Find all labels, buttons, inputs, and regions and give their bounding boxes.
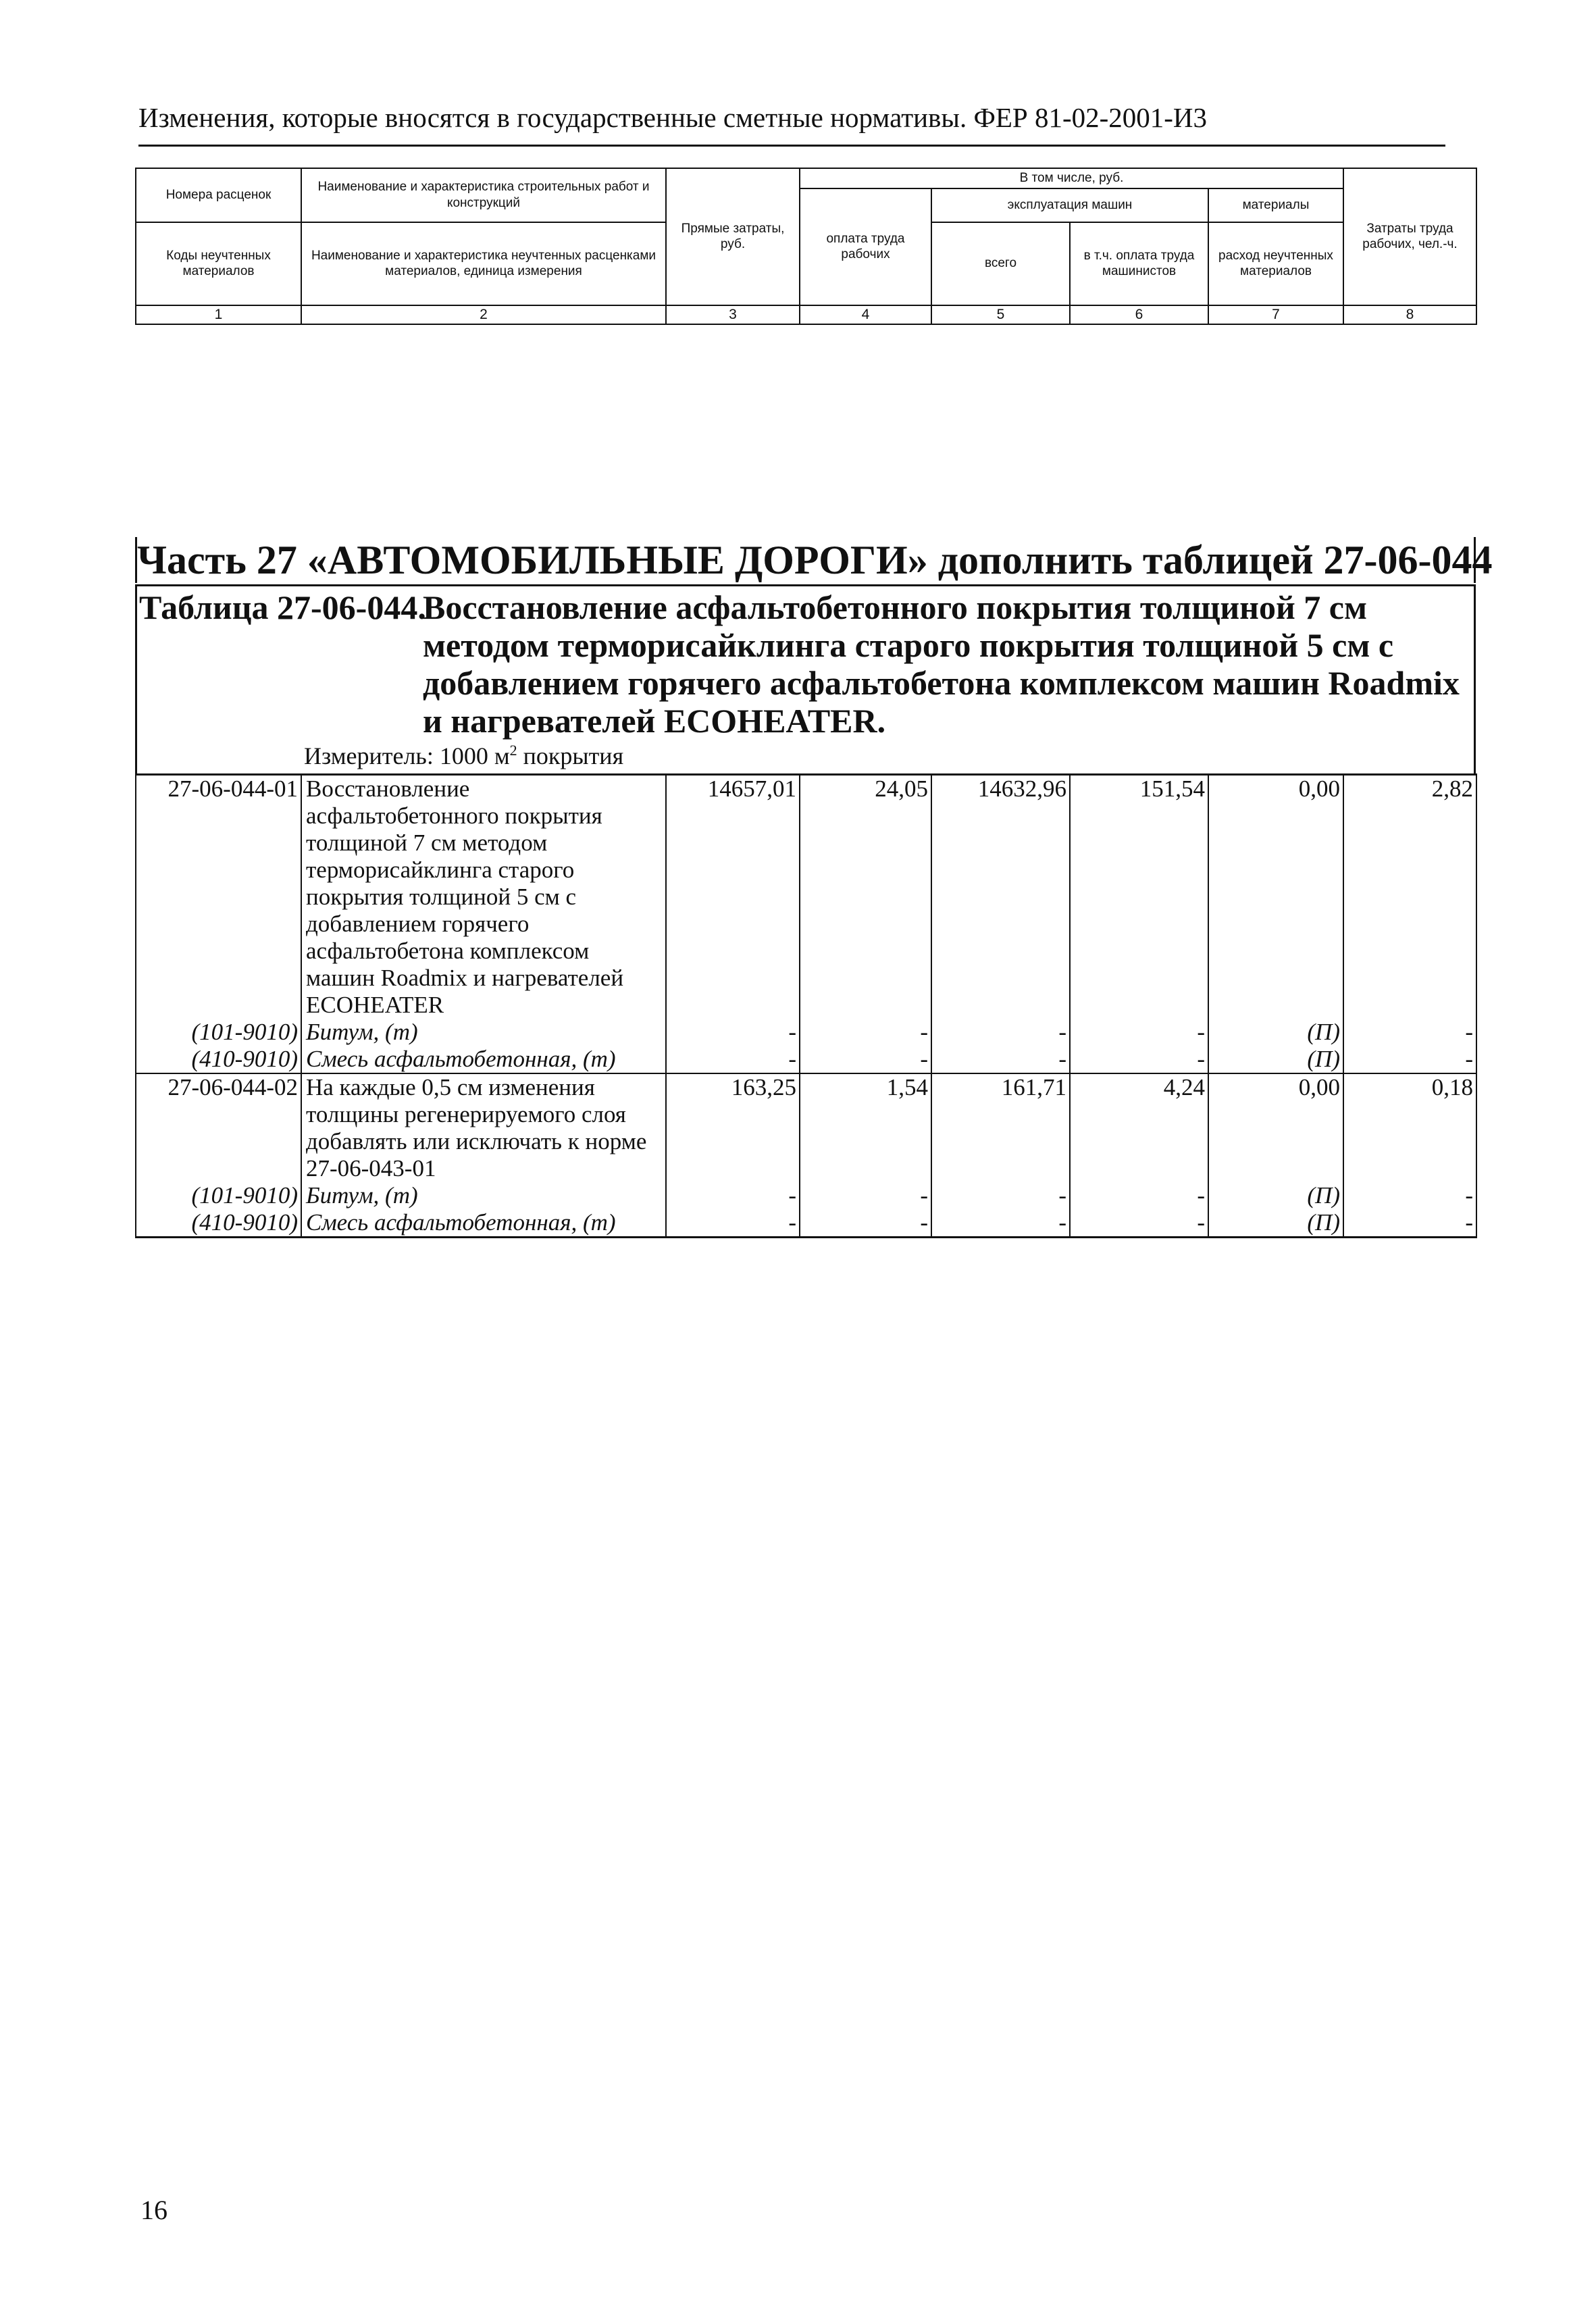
materials-cost: (П)	[1208, 1209, 1343, 1238]
material-row	[136, 1019, 1476, 1046]
material-name: Битум, (т)	[301, 1019, 666, 1046]
machinists-pay: 151,54	[1070, 775, 1208, 1019]
direct-costs: 163,25	[666, 1073, 800, 1182]
running-header: Изменения, которые вносятся в государственные сметные нормативы. ФЕР 81-02-2001-И3	[138, 102, 1208, 133]
header-col2-top: Наименование и характеристика строительных работ и конструкций	[301, 168, 666, 222]
col-number: 8	[1343, 305, 1476, 324]
rate-name: На каждые 0,5 см изменения толщины регенерируемого слоя добавлять или исключать к норме 27-06-043-01	[301, 1073, 666, 1182]
part-heading: Часть 27 «АВТОМОБИЛЬНЫЕ ДОРОГИ» дополнить таблицей 27-06-044	[135, 537, 1476, 583]
direct-costs: 14657,01	[666, 775, 800, 1019]
table-row	[136, 775, 1476, 1019]
direct-costs: -	[666, 1209, 800, 1238]
rate-name: Восстановление асфальтобетонного покрытия толщиной 7 см методом терморисайклинга старого покрытия толщиной 5 см с добавлением горячего асфальтобетона комплексом машин Roadmix и нагревателей ECOHEATER	[301, 775, 666, 1019]
material-name: Смесь асфальтобетонная, (т)	[301, 1209, 666, 1238]
labor-pay: -	[800, 1019, 931, 1046]
col-number: 7	[1208, 305, 1343, 324]
header-col8: Затраты труда рабочих, чел.-ч.	[1343, 168, 1476, 305]
materials-cost: (П)	[1208, 1019, 1343, 1046]
material-row	[136, 1046, 1476, 1073]
table-row	[136, 1073, 1476, 1182]
header-col3: Прямые затраты, руб.	[666, 168, 800, 305]
header-col2-bottom: Наименование и характеристика неучтенных расценками материалов, единица измерения	[301, 222, 666, 305]
col-number: 4	[800, 305, 931, 324]
labor-hours: -	[1343, 1019, 1476, 1046]
materials-cost: (П)	[1208, 1182, 1343, 1209]
machinists-pay: -	[1070, 1209, 1208, 1238]
machines-total: 14632,96	[931, 775, 1070, 1019]
header-materials-group: материалы	[1208, 188, 1343, 222]
header-col5: всего	[931, 222, 1070, 305]
header-col1-bottom: Коды неучтенных материалов	[136, 222, 301, 305]
direct-costs: -	[666, 1182, 800, 1209]
table-caption-text: Восстановление асфальтобетонного покрытия толщиной 7 см методом терморисайклинга старого покрытия толщиной 5 см с добавлением горячего асфальтобетона комплексом машин Roadmix и нагревателей ECOHEATER.	[423, 588, 1460, 740]
material-name: Смесь асфальтобетонная, (т)	[301, 1046, 666, 1073]
material-code: (101-9010)	[136, 1182, 301, 1209]
header-group: В том числе, руб.	[800, 168, 1343, 188]
machines-total: 161,71	[931, 1073, 1070, 1182]
materials-cost: 0,00	[1208, 775, 1343, 1019]
material-code: (410-9010)	[136, 1209, 301, 1238]
labor-hours: -	[1343, 1046, 1476, 1073]
material-name: Битум, (т)	[301, 1182, 666, 1209]
machinists-pay: -	[1070, 1182, 1208, 1209]
machinists-pay: 4,24	[1070, 1073, 1208, 1182]
col-number: 2	[301, 305, 666, 324]
labor-hours: 2,82	[1343, 775, 1476, 1019]
rate-code: 27-06-044-02	[136, 1073, 301, 1182]
measure-unit: Измеритель: 1000 $м^2$ покрытия	[304, 742, 624, 769]
table-caption-prefix: Таблица 27-06-044.	[139, 588, 426, 626]
material-row	[136, 1182, 1476, 1209]
header-col7: расход неучтенных материалов	[1208, 222, 1343, 305]
materials-cost: 0,00	[1208, 1073, 1343, 1182]
labor-pay: 1,54	[800, 1073, 931, 1182]
materials-cost: (П)	[1208, 1046, 1343, 1073]
header-col1-top: Номера расценок	[136, 168, 301, 222]
material-code: (101-9010)	[136, 1019, 301, 1046]
header-col6: в т.ч. оплата труда машинистов	[1070, 222, 1208, 305]
labor-pay: -	[800, 1209, 931, 1238]
page-number: 16	[140, 2195, 168, 2225]
machines-total: -	[931, 1046, 1070, 1073]
labor-pay: -	[800, 1182, 931, 1209]
direct-costs: -	[666, 1046, 800, 1073]
labor-hours: 0,18	[1343, 1073, 1476, 1182]
header-machines-group: эксплуатация машин	[931, 188, 1208, 222]
material-code: (410-9010)	[136, 1046, 301, 1073]
col-number: 1	[136, 305, 301, 324]
labor-hours: -	[1343, 1209, 1476, 1238]
col-number: 5	[931, 305, 1070, 324]
header-rule	[138, 145, 1445, 147]
rates-table	[135, 773, 1477, 1238]
machines-total: -	[931, 1209, 1070, 1238]
column-header-table	[135, 168, 1477, 325]
col-number: 3	[666, 305, 800, 324]
header-col4: оплата труда рабочих	[800, 188, 931, 305]
machinists-pay: -	[1070, 1019, 1208, 1046]
col-number: 6	[1070, 305, 1208, 324]
machines-total: -	[931, 1019, 1070, 1046]
direct-costs: -	[666, 1019, 800, 1046]
machines-total: -	[931, 1182, 1070, 1209]
labor-pay: 24,05	[800, 775, 931, 1019]
labor-pay: -	[800, 1046, 931, 1073]
labor-hours: -	[1343, 1182, 1476, 1209]
material-row	[136, 1209, 1476, 1238]
machinists-pay: -	[1070, 1046, 1208, 1073]
rate-code: 27-06-044-01	[136, 775, 301, 1019]
